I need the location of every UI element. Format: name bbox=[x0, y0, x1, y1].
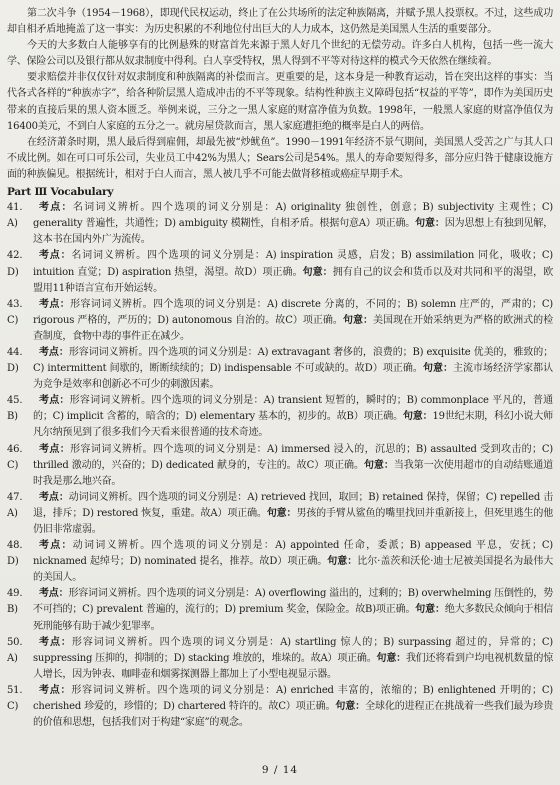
page-number: 9 / 14 bbox=[261, 764, 299, 776]
question-number: 47. A) bbox=[7, 491, 23, 519]
paragraph-3: 要求赔偿并非仅仅针对奴隶制度和种族隔离的补偿而言。更重要的是，这本身是一种教育运动，旨在突出这样的事实：当代各式各样的“种族赤字”，给各种阶层黑人造成冲击的不平等现象。结构性种族主义障碍包括“权益的平等”，即作为美国历史带来的直接后果的黑人资本匮乏。举例来说，三分之一黑人家庭的财富净值为负数。1998年，一般黑人家庭的财富净值仅为16400美元，不到白人家庭的五分之一。就房屋贷款而言，黑人家庭遭拒绝的概率是白人的两倍。 bbox=[7, 72, 553, 132]
sentence-meaning-label: 句意： bbox=[342, 314, 373, 326]
keypoint-label: 考点： bbox=[39, 443, 71, 455]
question-number: 42. D) bbox=[7, 250, 23, 278]
answer-explanation bbox=[33, 297, 553, 345]
list-item bbox=[7, 345, 553, 393]
explanation-text: 形容词词义辨析。四个选项的词义分别是：A) transient 短暂的，瞬时的；B) commonplace 平凡的，普通的；C) implicit 含蓄的，暗含的；D) elementary 基本的，初步的。故B）项正确。 bbox=[33, 395, 553, 423]
keypoint-label: 考点： bbox=[39, 588, 69, 600]
sentence-meaning-label: 句意： bbox=[363, 459, 394, 471]
sentence-translation: 我们还将看到户均电视机数量的惊人增长，因为钟表、咖啡壶和烟雾探测器上都加上了小型电视显示器。 bbox=[33, 652, 554, 680]
answer-explanation bbox=[33, 683, 553, 731]
question-number: 45. B) bbox=[7, 395, 23, 423]
part-title: Part Ⅲ Vocabulary bbox=[7, 186, 114, 199]
explanation-text: 形容词词义辨析。四个选项的词义分别是：A) startling 惊人的；B) surpassing 超过的，异常的；C) suppressing 压抑的，抑制的；D) stacking 堆放的，堆垛的。故A）项正确。 bbox=[33, 636, 553, 664]
answer-explanation bbox=[33, 200, 553, 248]
keypoint-label: 考点： bbox=[39, 395, 70, 407]
sentence-translation: 当我第一次使用超市的自动结账通道时我是那么地兴奋。 bbox=[33, 459, 553, 487]
question-number: 41. A) bbox=[7, 202, 23, 230]
keypoint-label: 考点： bbox=[39, 298, 71, 310]
sentence-translation: 男孩的手臂从鲨鱼的嘴里找回并重新接上，但死里逃生的他仍旧非常虚弱。 bbox=[33, 507, 553, 535]
sentence-meaning-label: 句意： bbox=[402, 411, 433, 423]
answer-explanation bbox=[33, 248, 553, 296]
keypoint-label: 考点： bbox=[39, 491, 69, 503]
sentence-meaning-label: 句意： bbox=[266, 507, 297, 519]
explanation-text: 名词词义辨析。四个选项的词义分别是：A) originality 独创性，创意；B) subjectivity 主观性；C) generality 普遍性，共通性；D) ambiguity 模糊性，自相矛盾。根据句意A）项正确。 bbox=[33, 202, 553, 230]
question-number: 51. C) bbox=[7, 684, 23, 713]
explanation-text: 形容词词义辨析。四个选项的词义分别是：A) discrete 分离的，不同的；B) solemn 庄严的，严肃的；C) rigorous 严格的，严历的；D) autonomous 自治的。故C）项正确。 bbox=[33, 298, 554, 326]
keypoint-label: 考点： bbox=[39, 250, 72, 262]
answer-explanation bbox=[33, 345, 553, 393]
sentence-translation: 拥有自己的议会和货币以及对共同和平的渴望，欧盟用11种语言宣布开始运转。 bbox=[33, 266, 553, 294]
explanation-text: 动词词义辨析。四个选项的词义分别是：A) appointed 任命，委派；B) appeased 平息，安抚；C) nicknamed 起绰号；D) nominated 提名，推荐。故D）项正确。 bbox=[33, 540, 553, 568]
answer-explanation bbox=[33, 490, 553, 538]
page-content bbox=[7, 6, 553, 731]
answer-explanation bbox=[33, 393, 553, 441]
explanation-text: 形容词词义辨析。四个选项的词义分别是：A) immersed 浸入的，沉思的；B) assaulted 受到攻击的；C) thrilled 激动的，兴奋的；D) dedicated 献身的，专注的。故C）项正确。 bbox=[33, 443, 554, 471]
sentence-translation: 19世纪末期，科幻小说大师凡尔纳预见到了很多我们今天看来很普通的技术奇迹。 bbox=[33, 411, 553, 439]
question-number: 46. C) bbox=[7, 443, 23, 471]
explanation-text: 形容词词义辨析。四个选项的词义分别是：A) overflowing 溢出的，过剩的；B) overwhelming 压倒性的，势不可挡的；C) prevalent 普遍的，流行的；D) premium 奖金，保险金。故B)项正确。 bbox=[33, 588, 553, 616]
sentence-meaning-label: 句意： bbox=[335, 701, 366, 713]
question-number: 50. A) bbox=[7, 636, 23, 664]
sentence-translation: 主流市场经济学家都认为竞争是效率和创新必不可少的刺激因素。 bbox=[33, 363, 553, 391]
vocabulary-list bbox=[7, 200, 553, 731]
sentence-meaning-label: 句意： bbox=[376, 652, 406, 664]
keypoint-label: 考点： bbox=[39, 684, 72, 696]
paragraph-2: 今天的大多数白人能够享有的比例悬殊的财富首先来源于黑人好几个世纪的无偿劳动。许多白人机构，包括一些一流大学、保险公司以及银行都从奴隶制度中得利。白人享受特权，黑人得到不平等对待这样的模式今天依然在继续着。 bbox=[7, 40, 553, 68]
list-item bbox=[7, 200, 553, 248]
sentence-meaning-label: 句意： bbox=[327, 556, 358, 568]
list-item bbox=[7, 538, 553, 586]
question-number: 43. C) bbox=[7, 298, 23, 326]
keypoint-label: 考点： bbox=[39, 540, 73, 552]
keypoint-label: 考点： bbox=[39, 346, 69, 358]
sentence-meaning-label: 句意： bbox=[302, 266, 333, 278]
paragraph-1: 第二次斗争（1954－1968），即现代民权运动，终止了在公共场所的法定种族隔离，并赋予黑人投票权。不过，这些成功却自相矛盾地掩盖了这一事实：为历史积累的不利地位付出巨大的人力成本，这仍然是美国黑人生活的重要部分。 bbox=[7, 8, 553, 36]
sentence-meaning-label: 句意： bbox=[415, 218, 445, 230]
answer-explanation bbox=[33, 635, 553, 683]
list-item bbox=[7, 490, 553, 538]
list-item bbox=[7, 683, 553, 731]
answer-explanation bbox=[33, 442, 553, 490]
explanation-text: 形容词词义辨析。四个选项的词义分别是：A) enriched 丰富的，浓缩的；B) enlightened 开明的；C) cherished 珍爱的，珍惜的；D) chartered 特许的。故C）项正确。 bbox=[33, 684, 553, 713]
sentence-translation: 比尔·盖茨和沃伦·迪士尼被美国提名为最伟大的美国人。 bbox=[33, 556, 553, 584]
explanation-text: 名词词义辨析。四个选项的词义分别是：A) inspiration 灵感，启发；B) assimilation 同化，吸收；C) intuition 直觉；D) aspiration 热望，渴望。故D）项正确。 bbox=[33, 250, 553, 278]
list-item bbox=[7, 635, 553, 683]
sentence-meaning-label: 句意： bbox=[415, 604, 445, 616]
question-number: 49. B) bbox=[7, 588, 23, 616]
question-number: 48. D) bbox=[7, 540, 23, 568]
sentence-translation: 全球化的进程正在挑战着一些我们最为珍贵的价值和思想，包括我们对于构建“家庭”的观念。 bbox=[33, 701, 554, 729]
list-item bbox=[7, 393, 553, 441]
list-item bbox=[7, 586, 553, 634]
sentence-translation: 绝大多数民众倾向于相信死刑能够有助于减少犯罪率。 bbox=[33, 604, 553, 632]
keypoint-label: 考点： bbox=[39, 636, 72, 648]
keypoint-label: 考点： bbox=[39, 202, 73, 214]
explanation-text: 形容词词义辨析。四个选项的词义分别是：A) extravagant 奢侈的，浪费的；B) exquisite 优美的，雅致的；C) intermittent 间歇的，断断续续的；D) indispensable 不可或缺的。故D）项正确。 bbox=[33, 346, 553, 375]
sentence-translation: 因为思想上有独到见解，这本书在国内外广为流传。 bbox=[33, 218, 553, 246]
list-item bbox=[7, 248, 553, 296]
sentence-translation: 美国现在开始采纳更为严格的欧洲式的检查制度，食物中毒的事件正在减少。 bbox=[33, 314, 553, 342]
answer-explanation bbox=[33, 586, 553, 634]
answer-explanation bbox=[33, 538, 553, 586]
explanation-text: 动词词义辨析。四个选项的词义分别是：A) retrieved 找回，取回；B) retained 保持，保留；C) repelled 击退，排斥；D) restored 恢复，重建。故A）项正确。 bbox=[33, 491, 553, 519]
list-item bbox=[7, 297, 553, 345]
sentence-meaning-label: 句意： bbox=[422, 363, 453, 375]
paragraph-4: 在经济萧条时期，黑人最后得到雇佣，却最先被“炒鱿鱼”。1990－1991年经济不景气期间，美国黑人受苦之广与其人口不成比例。如在可口可乐公司，失业员工中42%为黑人；Sears公司是54%。黑人的寿命要短得多，部分应归咎于健康设施方面的种族偏见。根据统计，相对于白人而言，黑人被几乎不可能去做肾移植或癌症早期手术。 bbox=[7, 136, 553, 180]
question-number: 44. D) bbox=[7, 346, 23, 375]
list-item bbox=[7, 442, 553, 490]
